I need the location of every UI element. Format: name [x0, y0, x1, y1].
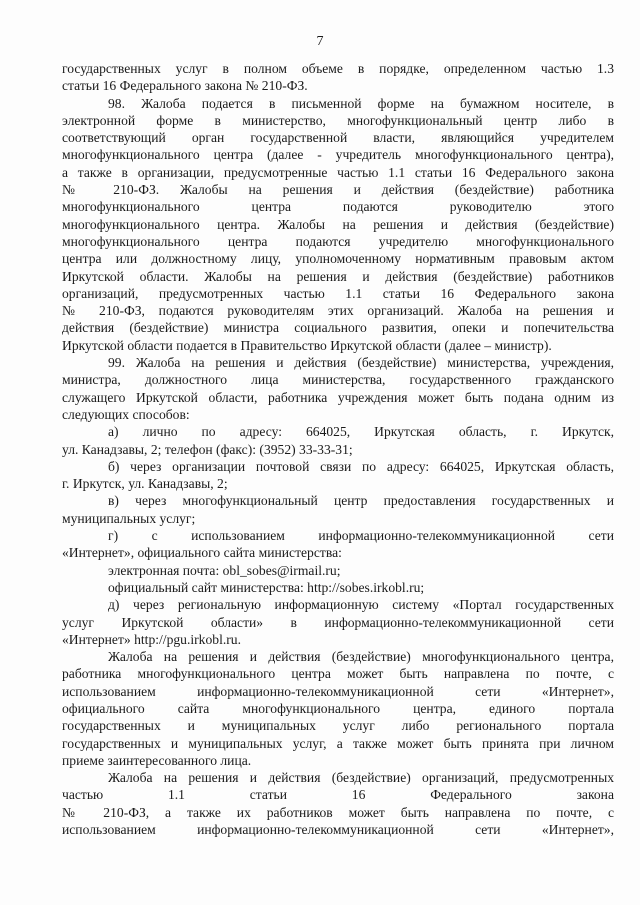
text-line: многофункционального центра подаются учредителю многофункционального: [62, 233, 614, 249]
text-line: государственных и муниципальных услуг либо регионального портала: [62, 718, 614, 734]
text-line: ул. Канадзавы, 2; телефон (факс): (3952) 33-33-31;: [62, 441, 353, 457]
text-line: центра или должностному лицу, уполномоченному нормативным правовым актом: [62, 251, 614, 267]
text-line: соответствующий орган государственной власти, являющийся учредителем: [62, 130, 614, 146]
text-line: Жалоба на решения и действия (бездействие) многофункционального центра,: [108, 649, 614, 665]
text-line: Иркутской области подается в Правительство Иркутской области (далее – министр).: [62, 337, 552, 353]
text-line: организаций, предусмотренных частью 1.1 статьи 16 Федерального закона: [62, 285, 614, 301]
text-line: использованием информационно-телекоммуникационной сети «Интернет»,: [62, 683, 614, 699]
text-line: Иркутской области. Жалобы на решения и действия (бездействие) работников: [62, 268, 614, 284]
text-line: № 210-ФЗ. Жалобы на решения и действия (бездействие) работника: [62, 182, 614, 198]
text-line: г) с использованием информационно-телекоммуникационной сети: [108, 528, 614, 544]
text-line: № 210-ФЗ, подаются руководителям этих организаций. Жалоба на решения и: [62, 303, 614, 319]
text-line: официального сайта многофункционального центра, единого портала: [62, 700, 614, 716]
text-line: официальный сайт министерства: http://sobes.irkobl.ru;: [108, 579, 425, 595]
page-number: 7: [316, 34, 324, 49]
text-line: «Интернет» http://pgu.irkobl.ru.: [62, 631, 241, 647]
text-line: служащего Иркутской области, работника учреждения может быть подана одним из: [62, 389, 614, 405]
text-line: использованием информационно-телекоммуникационной сети «Интернет»,: [62, 822, 614, 838]
text-line: электронной форме в министерство, многофункциональный центр либо в: [62, 112, 614, 128]
text-line: электронная почта: obl_sobes@irmail.ru;: [108, 562, 341, 578]
text-line: услуг Иркутской области» в информационно-телекоммуникационной сети: [62, 614, 614, 630]
text-line: многофункционального центра подаются руководителю этого: [62, 199, 614, 215]
text-line: б) через организации почтовой связи по адресу: 664025, Иркутская область,: [108, 458, 614, 474]
text-line: приеме заинтересованного лица.: [62, 752, 252, 768]
text-line: статьи 16 Федерального закона № 210-ФЗ.: [62, 78, 308, 94]
text-line: 99. Жалоба на решения и действия (бездействие) министерства, учреждения,: [108, 355, 614, 371]
text-line: г. Иркутск, ул. Канадзавы, 2;: [62, 476, 228, 492]
text-line: государственных и муниципальных услуг, а также может быть принята при личном: [62, 735, 614, 751]
text-line: министра, должностного лица министерства, государственного гражданского: [62, 372, 614, 388]
text-line: а) лично по адресу: 664025, Иркутская область, г. Иркутск,: [108, 424, 614, 440]
text-line: действия (бездействие) министра социального развития, опеки и попечительства: [62, 320, 614, 336]
text-line: муниципальных услуг;: [62, 510, 196, 526]
text-line: частью 1.1 статьи 16 Федерального закона: [62, 787, 614, 803]
text-line: д) через региональную информационную систему «Портал государственных: [108, 597, 614, 613]
text-line: многофункционального центра. Жалобы на решения и действия (бездействие): [62, 216, 614, 232]
text-line: 98. Жалоба подается в письменной форме на бумажном носителе, в: [108, 95, 614, 111]
text-line: следующих способов:: [62, 406, 190, 422]
text-line: Жалоба на решения и действия (бездействие) организаций, предусмотренных: [108, 770, 614, 786]
text-line: работника многофункционального центра может быть направлена по почте, с: [62, 666, 614, 682]
text-line: а также в организации, предусмотренные частью 1.1 статьи 16 Федерального закона: [62, 164, 614, 180]
text-line: многофункционального центра (далее - учредитель многофункционального центра),: [62, 147, 614, 163]
document-body: [62, 60, 614, 838]
text-line: в) через многофункциональный центр предоставления государственных и: [108, 493, 614, 509]
text-line: государственных услуг в полном объеме в порядке, определенном частью 1.3: [62, 61, 614, 76]
text-line: № 210-ФЗ, а также их работников может быть направлена по почте, с: [62, 804, 614, 820]
text-line: «Интернет», официального сайта министерства:: [62, 545, 342, 561]
